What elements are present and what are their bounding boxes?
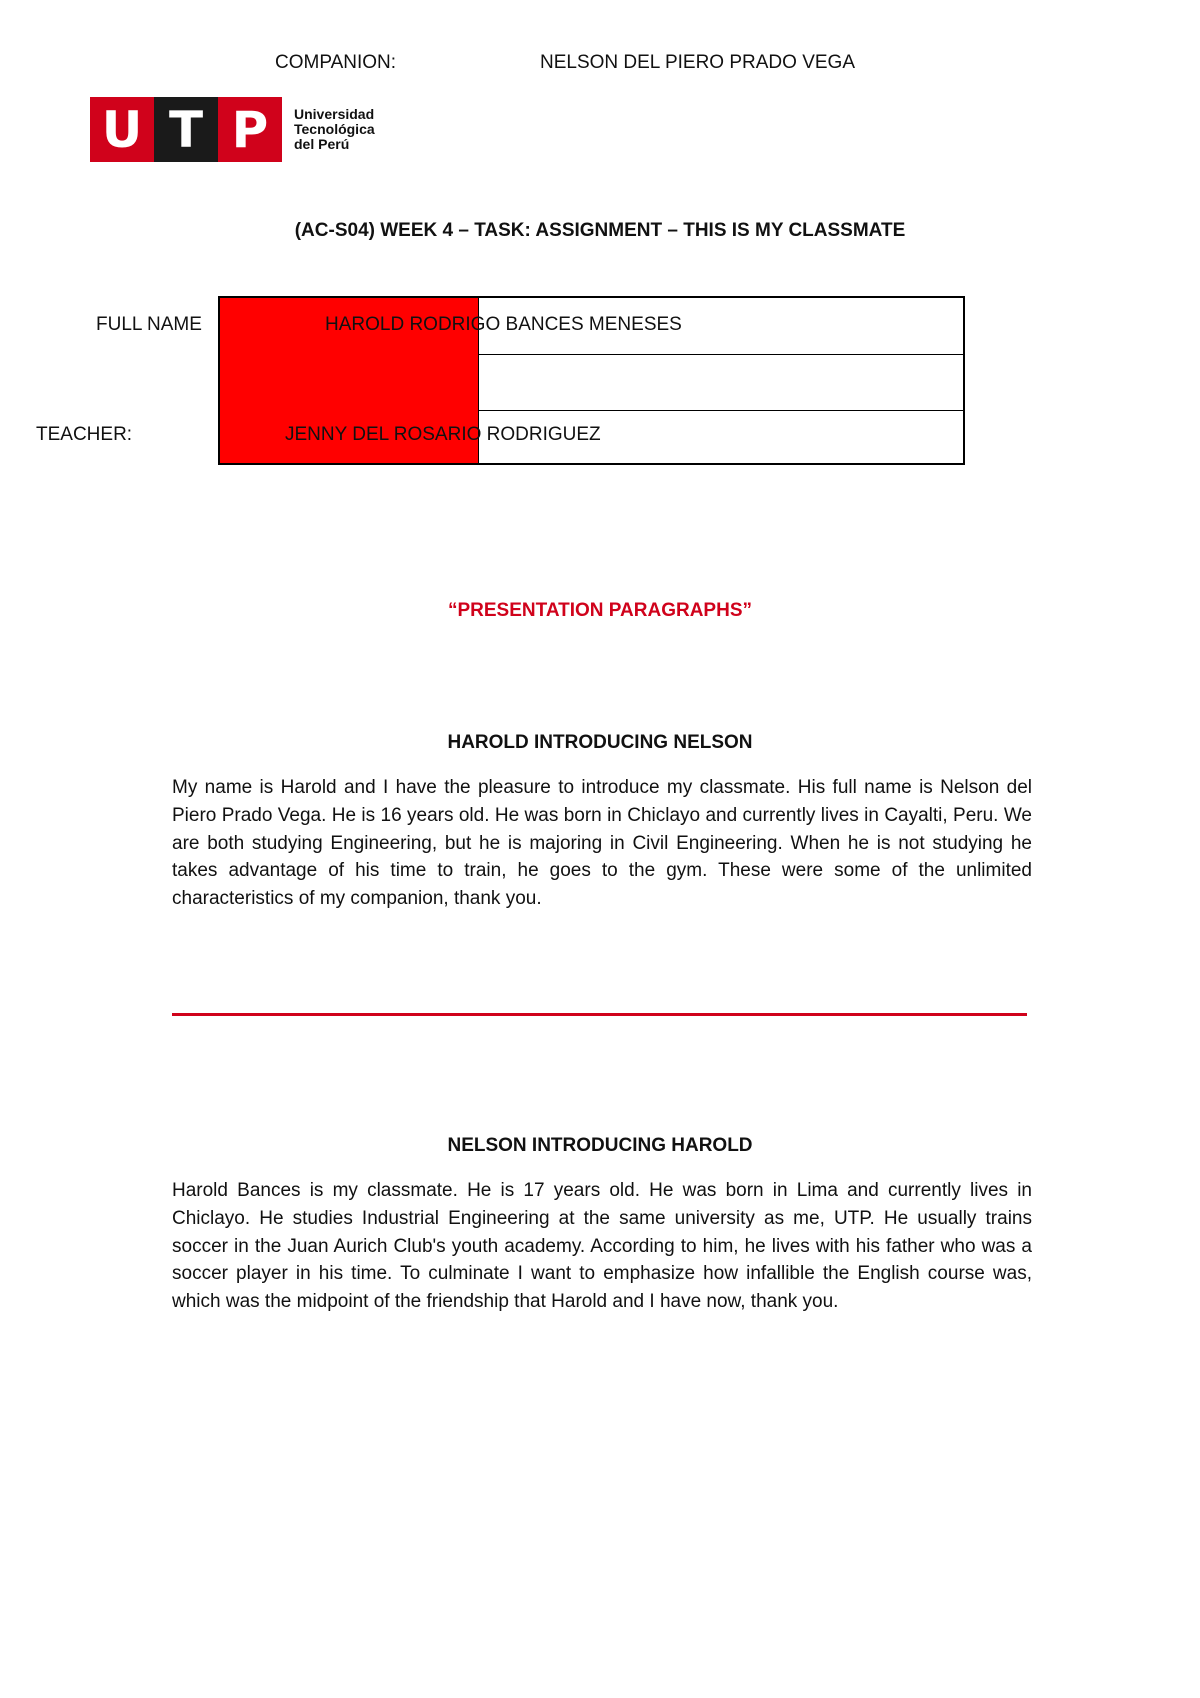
logo-line-2: Tecnológica (294, 121, 375, 137)
teacher-label: TEACHER: (36, 424, 133, 445)
red-divider (172, 1013, 1027, 1016)
utp-logo (90, 97, 375, 162)
logo-wordmark (294, 107, 375, 152)
logo-letter-t: T (154, 97, 218, 162)
companion-label: COMPANION: (275, 52, 397, 73)
assignment-title: (AC-S04) WEEK 4 – TASK: ASSIGNMENT – THIS IS MY CLASSMATE (294, 220, 906, 241)
section1-paragraph: My name is Harold and I have the pleasure to introduce my classmate. His full name is Nelson del Piero Prado Vega. He is 16 years old. He was born in Chiclayo and currently lives in Cayalti, Peru. We are both studying Engineering, but he is majoring in Civil Engineering. When he is not studying he takes advantage of his time to train, he goes to the gym. These were some of the unlimited characteristics of my companion, thank you. (172, 777, 1032, 910)
logo-letter-p: P (218, 97, 282, 162)
full-name-label: FULL NAME (96, 314, 202, 335)
full-name-value: HAROLD RODRIGO BANCES MENESES (325, 314, 682, 335)
table-row-divider (478, 410, 963, 411)
presentation-title: “PRESENTATION PARAGRAPHS” (447, 600, 753, 621)
teacher-value: JENNY DEL ROSARIO RODRIGUEZ (285, 424, 601, 445)
section2-paragraph: Harold Bances is my classmate. He is 17 years old. He was born in Lima and currently lives in Chiclayo. He studies Industrial Engineering at the same university as me, UTP. He usually trains soccer in the Juan Aurich Club's youth academy. According to him, he lives with his father who was a soccer player in his time. To culminate I want to emphasize how infallible the English course was, which was the midpoint of the friendship that Harold and I have now, thank you. (172, 1180, 1032, 1313)
section2-heading: NELSON INTRODUCING HAROLD (447, 1135, 753, 1156)
utp-logo-mark (90, 97, 282, 162)
logo-letter-u: U (90, 97, 154, 162)
section1-heading: HAROLD INTRODUCING NELSON (447, 732, 753, 753)
logo-line-1: Universidad (294, 106, 375, 122)
companion-name: NELSON DEL PIERO PRADO VEGA (540, 52, 855, 73)
logo-line-3: del Perú (294, 136, 350, 152)
table-row-divider (478, 354, 963, 355)
